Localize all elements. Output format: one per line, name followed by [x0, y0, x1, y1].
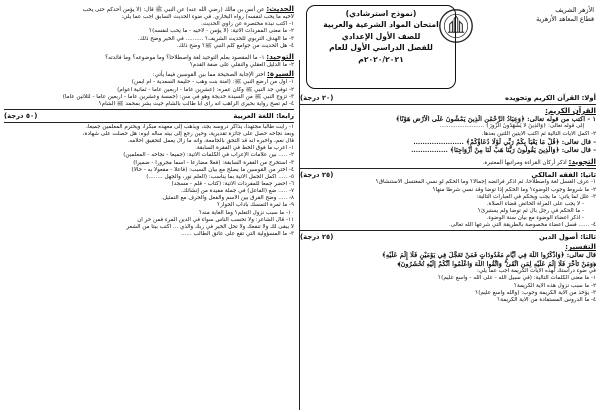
quran-subheading: القرآن الكريم: — [545, 105, 596, 115]
question-line: ١- أول من أرضع النبي ﷺ: (آمنة بنت وهب - حليمة السعدية - أم أيمن) — [131, 79, 294, 86]
question-line: عن أنس بن مالك (رضي الله عنه) عن النبي ﷺ قال: (لا يؤمن أحدكم حتى يحب — [82, 7, 265, 13]
section-quran-title: أولا: القرآن الكريم وتجويده — [505, 94, 596, 102]
tajweed-question: اذكر أركان القراءة ومراتبها المعتبرة. — [482, 159, 567, 166]
question-line: ١- ما معنى الكلمات التالية: (في سبيل الله - على الله - واسع عليم)؟ — [438, 275, 596, 282]
right-column — [300, 4, 596, 408]
question-line: ٤- ما الدروس المستفادة من الآية الكريمة؟ — [497, 296, 596, 303]
left-column — [4, 4, 294, 408]
exam-subject: امتحان المواد الشرعية والعربية — [323, 20, 439, 30]
divider — [300, 104, 596, 105]
tajweed-subheading: التجويد: — [568, 156, 596, 166]
question-line: ٦- أحضر جمعا للمفردات الآتية: (كتاب - قلم - مسجد) — [171, 180, 294, 187]
passage-line: ١- رأيت طالبا مجتهدا، يذاكر دروسه بجد، ويذهب إلى معهده مبكرا، ويحترم المعلمين جميعا، — [86, 123, 294, 130]
divider — [4, 109, 294, 110]
question-line: لا يبقى لك ولا تنفعك ولا تحل الخير في ربك والذي ... أكتب بيتا من الشعر — [126, 223, 294, 230]
section-arabic-header — [4, 112, 294, 121]
question-line: ٢- ما سبب نزول هذه الآية الكريمة؟ — [514, 282, 596, 289]
question-line: ٣- تزوج النبي ﷺ من السيدة خديجة وهو في سن: (خمسة وعشرين عاما - أربعين عاما - لثلاثين عاما) — [62, 93, 294, 100]
section-usul-marks: (٢٥ درجة) — [300, 233, 334, 242]
question-line: ٤- لم تصح رواية بحيرى الراهب أنه رأى أبا طالب بالشام حيث بشر بمحمد ﷺ الشام؟ — [98, 100, 294, 107]
question-line: ٣- علل لما يأتي: ما يجب ويحكم في العبارات التالية: — [476, 193, 596, 200]
question-line: ١- اكتب نبذة مختصرة عن راوي الحديث. — [201, 21, 294, 28]
question-line: ٢- ..... بين علامات الإعراب في الكلمات الآتية: (جميعا - نجاحه - المعلمين) — [123, 152, 294, 159]
question-line: ١٠- ما سبب نزول التعلم؟ وما الغاية منه؟ — [199, 209, 294, 216]
question-line: ﴿وَمَنْ تَأَخَّرَ فَلَا إِثْمَ عَلَيْهِ لِمَنِ اتَّقَىٰ ۗ وَاتَّقُوا اللَّهَ وَاعْلَمُوا أَنَّكُمْ إِلَيْهِ تُحْشَرُونَ﴾ — [397, 259, 596, 268]
section-quran-header — [300, 94, 596, 103]
question-line: - لا يجب على المرأة الحائض قضاء الصلاة. — [486, 200, 584, 207]
section-fiqh-header — [300, 171, 596, 180]
section-quran-marks: (٢٠ درجة) — [300, 94, 334, 102]
divider — [4, 122, 294, 123]
question-line: ٤- ...... فسل أعضاء مخصوصة بالطريقة التي شرعها الله تعالى. — [448, 222, 596, 229]
question-line: ٣- ما المسؤولية التي تقع على عاتق الطالب ...... — [181, 231, 294, 238]
sira-subheading: السيرة: — [267, 69, 294, 79]
question-line: ٢- ما معنى المفردات الآتية: (لا يؤمن - لأخيه - ما يحب لنفسه)؟ — [149, 28, 294, 35]
question-line: ٣- ما الهدف التربوي للحديث الشريف؟ .......... في الخير وضح ذلك. — [137, 35, 294, 42]
tafsir-subheading: التفسير: — [565, 242, 596, 252]
question-line: ٥- ..... أكمل الجمل الآتية بما يناسب: (العلم نور، والجهل ........) — [146, 173, 294, 180]
exam-title-box — [306, 5, 456, 89]
question-line: ٨- ..... وضح الفرق بين الاسم والفعل والحرف مع التمثيل. — [161, 195, 294, 202]
exam-term: للفصل الدراسي الأول للعام ٢٠٢٠/٢٠٢١م — [329, 43, 433, 64]
passage-line: قال نعم، وأخبره أنه قد التحق بالجامعة، وأنه ما زال يعمل لتحقيق أحلامه. — [127, 138, 294, 145]
question-line: ٧- ..... ضع (الفاعل) في جملة مفيدة من إنشائك. — [181, 188, 294, 195]
question-line: ١ - اكتب من قوله تعالى: ﴿وَعِبَادُ الرَّحْمَٰنِ الَّذِينَ يَمْشُونَ عَلَى الْأَرْضِ هَوْنًا﴾ — [395, 114, 596, 123]
section-arabic-marks: (٥٠ درجة) — [4, 112, 38, 121]
question-line: ١- ما المقصود بعلم التوحيد لغة واصطلاحا؟ وما موضوعه؟ وما فائدته؟ — [105, 54, 265, 61]
hadith-subheading: الحديث: — [266, 4, 294, 13]
question-line: ٤- هل الحديث من جوامع كلم النبي ﷺ؟ وضح ذلك. — [176, 42, 294, 49]
question-line: قال تعالى: ﴿وَاذْكُرُوا اللَّهَ فِي أَيَّامٍ مَعْدُودَاتٍ فَمَنْ تَعَجَّلَ فِي يَوْمَيْنِ فَلَا إِثْمَ عَلَيْهِ﴾ — [382, 251, 596, 260]
question-line: - ما الحكم في رجل بال ثم توضأ ولم يستبرئ؟ — [477, 208, 584, 214]
passage-line: وبعد نجاحه حصل على جائزة تقديرية، وحين رجع إلى بيته سأله أبوه: هل حصلت على شهادة، — [82, 130, 294, 137]
institution-name: الأزهر الشريف — [555, 6, 594, 14]
divider — [300, 230, 596, 231]
section-arabic-title: رابعا: اللغة العربية — [233, 112, 294, 121]
exam-model-label: (نموذج استرشادي) — [345, 9, 417, 18]
section-usul-header — [300, 233, 596, 242]
question-line: ١١- قال الشاعر: ولا تحسب الناس سواء في الدين المرء فمن حر أن — [137, 216, 294, 223]
question-line: ٢- توفي جد النبي ﷺ وكان عمره: (عشرين عاما - أربعين عاما - ثمانية أعوام) — [117, 86, 294, 93]
section-usul-title: ثالثا: أصول الدين — [539, 233, 596, 242]
tawheed-subheading: التوحيد: — [266, 51, 294, 61]
question-line: - قال تعالى: ﴿قُلْ مَا يَعْبَأُ بِكُمْ رَبِّي لَوْلَا دُعَاؤُكُمْ﴾ ...................... — [413, 137, 596, 146]
question-line: في ضوء دراستك لهذه الآيات الكريمة أجب عما يلي: — [476, 268, 596, 275]
question-line: - اذكر أعضاء الوضوء مع بيان سنة الوضوء. — [486, 215, 584, 222]
question-line: ٤- اختر من القوسين ما يصلح مع بيان السبب: (فاعلا - مفعولا به - حالا) — [131, 166, 294, 173]
question-line: - قال تعالى: ﴿وَالَّذِينَ يَقُولُونَ رَبَّنَا هَبْ لَنَا مِنْ أَزْوَاجِنَا﴾ ................ — [411, 146, 596, 155]
question-line: ٣- استخرج من الفقرة السابقة: (فعلا مضارعا - اسما مجرورا - ضميرا) — [133, 159, 294, 166]
question-line: إلى قوله تعالى: ﴿وَالَّذِينَ لَا يَشْهَدُونَ الزُّورَ﴾ ......................... — [439, 123, 584, 130]
question-line: ٢- ما شروط وجوب الوضوء؟ وما الحكم إذا توضأ وقد نسي شرطا منها؟ — [432, 186, 596, 193]
question-line: ٩- ما ثمرة التمسك بآداب الحوار؟ — [217, 202, 294, 209]
question-line: ٢- أكمل الآيات التالية ثم اكتب الآيتين اللتين بعدها. — [481, 130, 596, 137]
question-line: ١- عرف الغسل لغة واصطلاحا، ثم اذكر فرائضه إجمالا؟ وما الحكم لو نسي المغتسل الاستنشاق؟ — [375, 179, 596, 186]
question-line: ١- أعرب ما فوق الخط في الفقرة السابقة. — [195, 145, 294, 152]
question-line: اختر الإجابة الصحيحة مما بين القوسين فيما يأتي: — [152, 72, 266, 79]
sector-name: قطاع المعاهد الأزهرية — [536, 15, 594, 24]
question-line: ٢- ما الدليل العقلي والنقلي على صفة القدم؟ — [189, 62, 294, 69]
institution-block — [536, 6, 594, 25]
section-fiqh-marks: (٢٥ درجة) — [300, 170, 334, 179]
column-divider — [299, 60, 300, 410]
divider — [300, 168, 596, 169]
question-line: ٣- يؤخذ من الآية الكريمة وجوب: (والله واسع عليم)؟ — [475, 289, 596, 296]
section-fiqh-title: ثانيا: الفقه المالكي — [531, 170, 596, 179]
exam-grade: للصف الأول الإعدادي — [341, 31, 421, 41]
exam-header — [300, 4, 596, 92]
question-line: لأخيه ما يحب لنفسه) رواه البخاري. في ضوء الحديث السابق أجب عما يلي: — [121, 14, 294, 21]
